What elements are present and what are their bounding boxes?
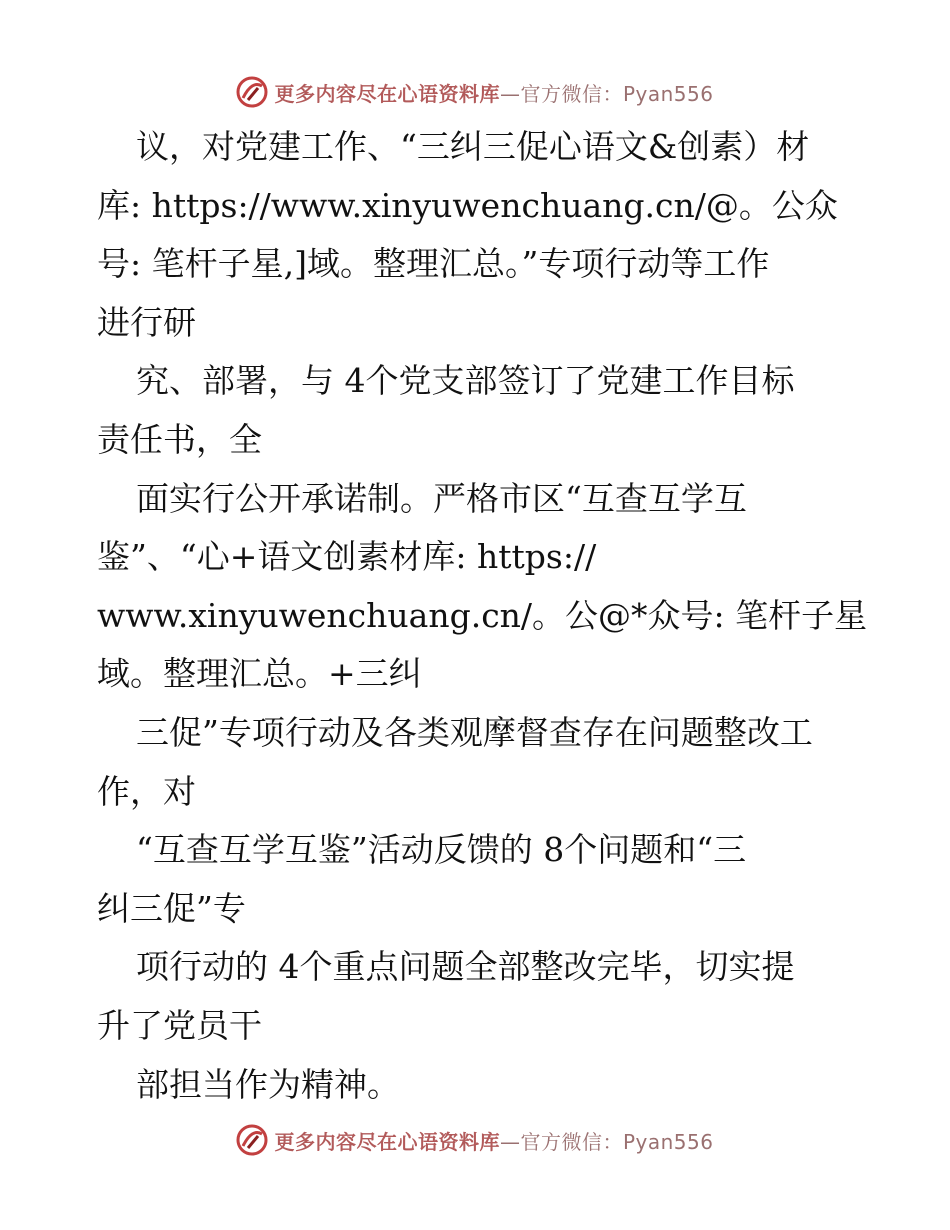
banner-text [274, 1126, 713, 1155]
document-body [97, 118, 868, 1114]
footer-banner [0, 1118, 950, 1162]
logo-icon [236, 1124, 268, 1156]
text-line: 面实行公开承诺制。严格市区“互查互学互 [136, 478, 747, 518]
text-line: 三促”专项行动及各类观摩督查存在问题整改工 [136, 712, 813, 752]
text-line: 议，对党建工作、“三纠三促心语文&创素）材 [136, 127, 810, 166]
text-line: 部担当作为精神。 [136, 1064, 400, 1104]
text-line: 进行研 [97, 302, 196, 342]
text-line: 纠三促”专 [97, 888, 246, 928]
text-line: 究、部署，与 4个党支部签订了党建工作目标 [136, 361, 795, 401]
text-line: www.xinyuwenchuang.cn/。公@*众号: 笔杆子星 [97, 595, 868, 635]
text-line: 责任书，全 [97, 419, 262, 459]
header-banner [0, 70, 950, 114]
text-line: “互查互学互鉴”活动反馈的 8个问题和“三 [136, 830, 747, 870]
text-line: 域。整理汇总。+三纠 [97, 654, 422, 694]
banner-prefix: 更多内容尽在心语资料库 [274, 81, 500, 106]
text-line: 库: https://www.xinyuwenchuang.cn/@。公众 [97, 185, 838, 225]
banner-text [274, 78, 713, 107]
logo-icon [236, 76, 268, 108]
banner-prefix: 更多内容尽在心语资料库 [274, 1129, 500, 1154]
text-line: 项行动的 4个重点问题全部整改完毕，切实提 [136, 947, 795, 987]
text-line: 作，对 [97, 771, 196, 811]
banner-suffix: —官方微信：Pyan556 [499, 81, 714, 106]
text-line: 号: 笔杆子星,]域。整理汇总。”专项行动等工作 [97, 244, 770, 284]
text-line: 鉴”、“心+语文创素材库: https:// [97, 537, 597, 577]
text-line: 升了党员干 [97, 1005, 262, 1045]
banner-suffix: —官方微信：Pyan556 [499, 1129, 714, 1154]
